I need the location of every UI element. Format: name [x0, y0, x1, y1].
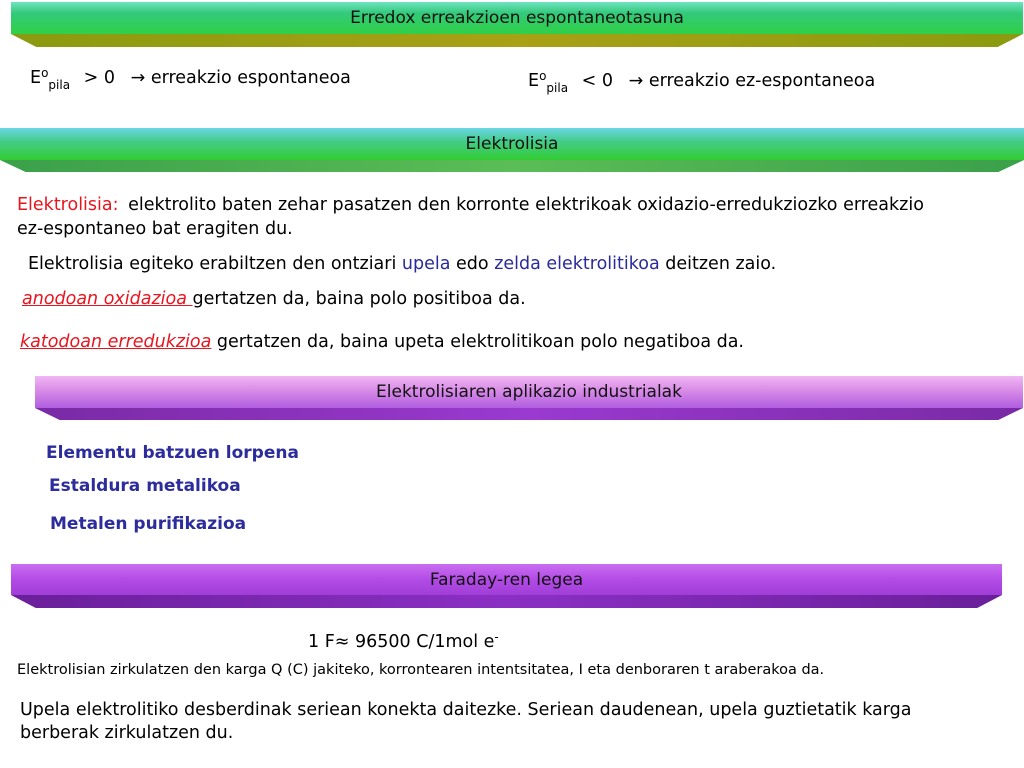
electrolysis-banner — [0, 128, 1024, 172]
faraday-title: Faraday-ren legea — [429, 569, 584, 590]
spontaneity-title: Erredox erreakzioen espontaneotasuna — [350, 8, 684, 28]
faraday-explanation: Elektrolisian zirkulatzen den karga Q (C) jakiteko, korrontearen intentsitatea, I eta denboraren t araberakoa da. — [17, 662, 825, 678]
anode-link[interactable]: anodoan oxidazioa — [22, 289, 193, 309]
application-item: Elementu batzuen lorpena — [46, 443, 299, 463]
series-cells-text-cont: berberak zirkulatzen du. — [20, 723, 234, 743]
definition-label: Elektrolisia: — [17, 195, 119, 215]
cathode-link[interactable]: katodoan erredukzioa — [20, 332, 212, 352]
non-spontaneous-condition: $E^o_{pila} < 0$ → erreakzio ez-espontaneoa — [528, 69, 876, 95]
spontaneous-condition: $E^o_{pila} > 0$ → erreakzio espontaneoa — [30, 66, 351, 92]
term-zelda: zelda elektrolitikoa — [494, 254, 660, 274]
electrolysis-title: Elektrolisia — [465, 134, 559, 154]
faraday-banner — [11, 564, 1002, 608]
arrow-right-icon: → — [628, 71, 644, 91]
electrolysis-definition: Elektrolisia: elektrolito baten zehar pasatzen den korronte elektrikoak oxidazio-erredukziozko erreakzio — [17, 195, 924, 215]
vessel-sentence: Elektrolisia egiteko erabiltzen den ontziari upela edo zelda elektrolitikoa deitzen zaio. — [28, 254, 777, 274]
electrolysis-definition-cont: ez-espontaneo bat eragiten du. — [17, 219, 293, 239]
anode-sentence: anodoan oxidazioa gertatzen da, baina polo positiboa da. — [22, 289, 526, 309]
applications-title: Elektrolisiaren aplikazio industrialak — [376, 382, 682, 402]
application-item: Metalen purifikazioa — [50, 514, 247, 534]
spontaneity-banner — [11, 2, 1023, 46]
faraday-formula: 1 F≈ 96500 C/1mol e- — [308, 630, 499, 652]
series-cells-text: Upela elektrolitiko desberdinak seriean konekta daitezke. Seriean daudenean, upela guztietatik karga — [20, 700, 912, 720]
arrow-right-icon: → — [130, 68, 146, 88]
cathode-sentence: katodoan erredukzioa gertatzen da, baina upeta elektrolitikoan polo negatiboa da. — [20, 332, 744, 352]
term-upela: upela — [401, 254, 451, 274]
application-item: Estaldura metalikoa — [49, 476, 241, 496]
applications-banner — [35, 376, 1023, 420]
